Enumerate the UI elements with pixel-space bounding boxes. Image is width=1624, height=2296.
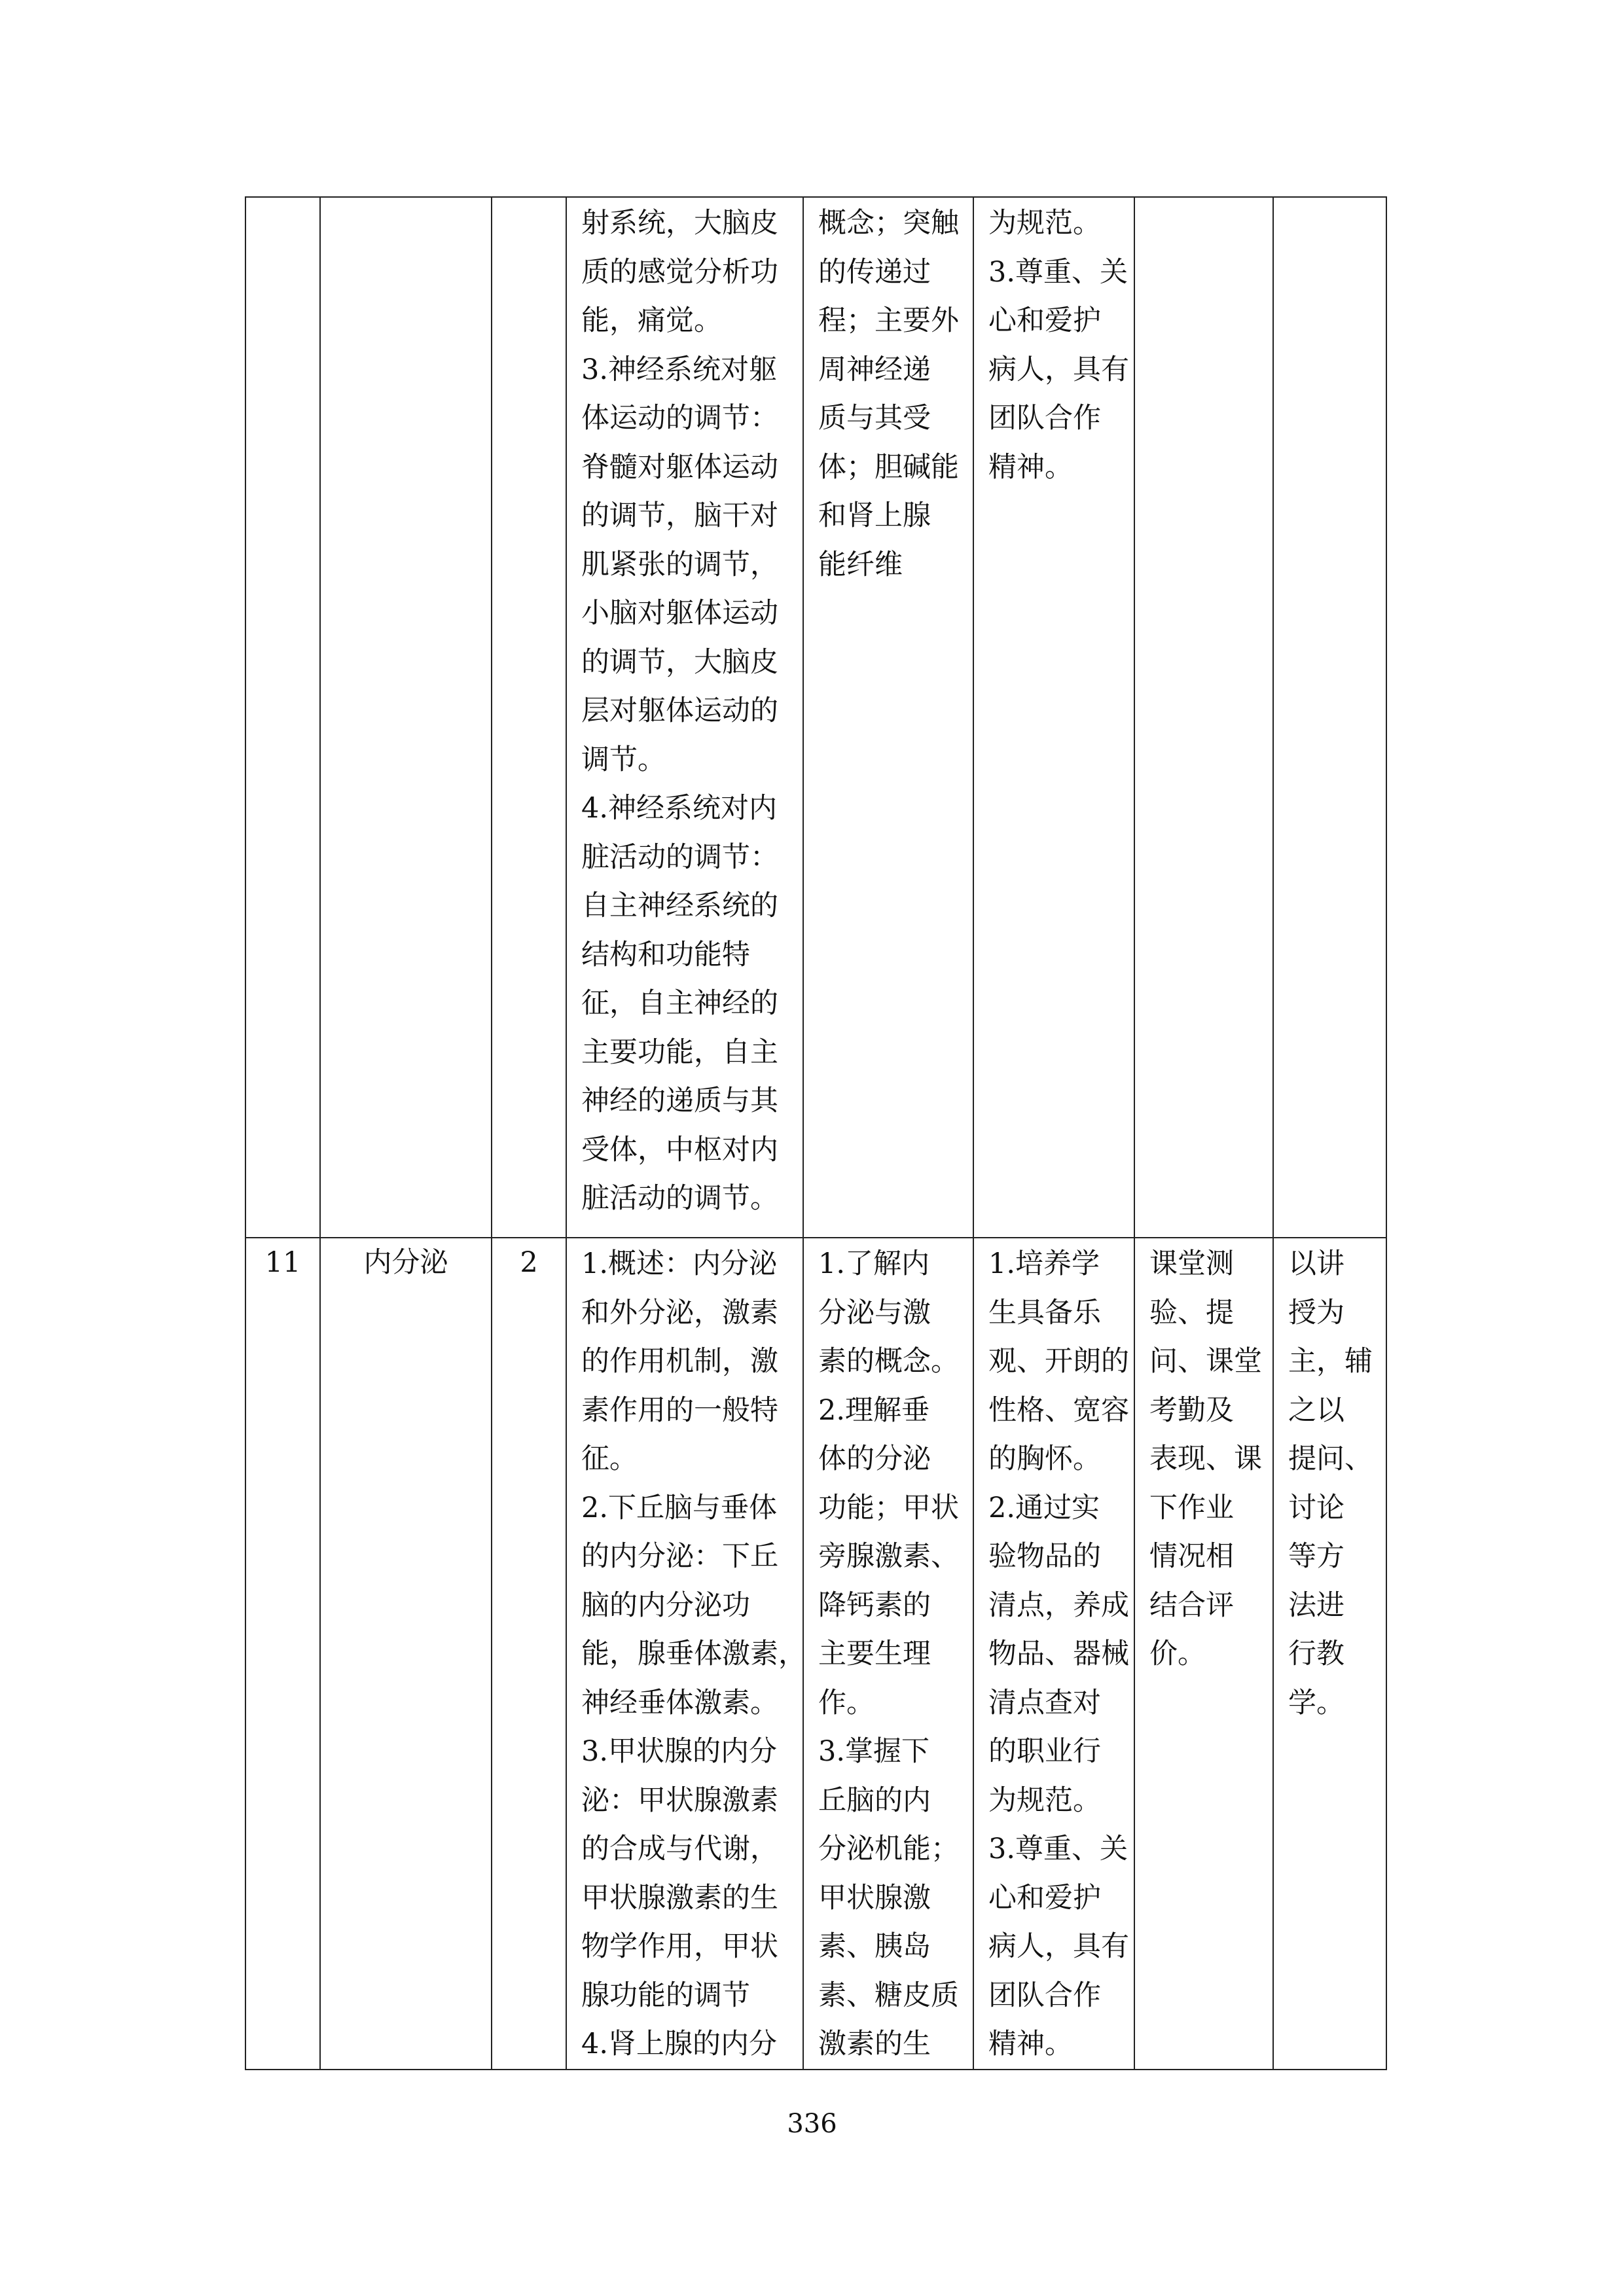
cell-text-line: 4.肾上腺的内分 — [581, 2028, 778, 2060]
cell-text-line: 小脑对躯体运动 — [581, 597, 778, 630]
cell-text-line: 之以 — [1288, 1393, 1344, 1427]
cell-text-line: 主，辅 — [1288, 1345, 1373, 1378]
cell-text-line: 学。 — [1288, 1686, 1344, 1719]
cell-text-line: 的职业行 — [988, 1735, 1101, 1768]
cell-text-line: 调节。 — [581, 743, 666, 776]
cell-text-line: 行教 — [1288, 1638, 1344, 1670]
cell-text-line: 为规范。 — [988, 1784, 1101, 1817]
cell-text-line: 受体，中枢对内 — [581, 1133, 778, 1166]
cell-text-line: 作。 — [818, 1686, 875, 1719]
cell-text-line: 下作业 — [1149, 1491, 1234, 1524]
cell-text-line: 能，痛觉。 — [581, 304, 722, 337]
cell-text-line: 素、胰岛 — [818, 1930, 931, 1963]
cell-text-line: 性格、宽容 — [988, 1393, 1129, 1427]
table-row-continued — [245, 197, 1386, 1238]
quality-goal-cell — [973, 197, 1134, 1238]
cell-text-line: 分泌与激 — [818, 1296, 931, 1329]
table-row-endocrine — [245, 1238, 1386, 2070]
number-cell — [245, 197, 320, 1238]
hours-cell — [492, 197, 566, 1238]
cell-text-line: 结构和功能特 — [581, 938, 750, 971]
cell-text-line: 的内分泌：下丘 — [581, 1540, 778, 1573]
cell-text-line: 价。 — [1149, 1638, 1206, 1670]
cell-text-line: 甲状腺激素的生 — [581, 1881, 778, 1914]
cell-text-line: 结合评 — [1149, 1588, 1234, 1622]
cell-text-line: 的作用机制，激 — [581, 1345, 778, 1378]
cell-text-line: 验物品的 — [988, 1540, 1101, 1573]
cell-text-line: 体运动的调节： — [581, 402, 778, 435]
cell-text-line: 能纤维 — [818, 548, 903, 581]
cell-text-line: 肌紧张的调节， — [581, 548, 778, 581]
cell-text-line: 提问、 — [1288, 1443, 1373, 1475]
cell-text-line: 层对躯体运动的 — [581, 694, 778, 727]
cell-text-line: 的调节，脑干对 — [581, 499, 778, 532]
cell-text-line: 观、开朗的 — [988, 1345, 1129, 1378]
cell-text-line: 2.下丘脑与垂体 — [581, 1491, 778, 1524]
cell-text-line: 为规范。 — [988, 207, 1101, 240]
cell-text-line: 泌：甲状腺激素 — [581, 1784, 778, 1817]
method-cell — [1273, 197, 1386, 1238]
cell-text-line: 周神经递 — [818, 353, 931, 386]
cell-text-line: 神经的递质与其 — [581, 1085, 778, 1117]
method-cell — [1273, 1238, 1386, 2070]
cell-text-line: 3.甲状腺的内分 — [581, 1735, 778, 1768]
cell-text-line: 素、糖皮质 — [818, 1979, 959, 2012]
cell-text-line: 清点，养成 — [988, 1588, 1129, 1622]
cell-text-line: 和外分泌，激素 — [581, 1296, 778, 1329]
cell-text-line: 脏活动的调节： — [581, 840, 778, 874]
cell-text-line: 生具备乐 — [988, 1296, 1101, 1329]
cell-text-line: 分泌机能； — [818, 1833, 959, 1865]
cell-text-line: 降钙素的 — [818, 1588, 931, 1622]
cell-text-line: 的胸怀。 — [988, 1443, 1101, 1475]
cell-text-line: 的调节，大脑皮 — [581, 645, 778, 679]
chapter-cell — [320, 197, 492, 1238]
cell-text-line: 功能；甲状 — [818, 1491, 959, 1524]
cell-text-line: 等方 — [1288, 1540, 1344, 1573]
cell-text-line: 物品、器械 — [988, 1638, 1129, 1670]
cell-text-line: 2.理解垂 — [818, 1393, 930, 1427]
cell-text-line: 表现、课 — [1149, 1443, 1262, 1475]
cell-text-line: 团队合作 — [988, 1979, 1101, 2012]
cell-text-line: 质与其受 — [818, 402, 931, 435]
cell-text-line: 体的分泌 — [818, 1443, 931, 1475]
content-cell — [566, 1238, 806, 2070]
chapter-cell: 内分泌 — [320, 1238, 492, 2070]
cell-text-line: 腺功能的调节 — [581, 1979, 750, 2012]
cell-text-line: 考勤及 — [1149, 1393, 1234, 1427]
cell-text-line: 1.培养学 — [988, 1247, 1100, 1280]
course-syllabus-table — [245, 196, 1387, 2070]
cell-text-line: 授为 — [1288, 1296, 1344, 1329]
cell-text-line: 1.了解内 — [818, 1247, 930, 1280]
hours-cell: 2 — [492, 1238, 566, 2070]
cell-text-line: 体；胆碱能 — [818, 450, 959, 484]
cell-text-line: 3.尊重、关 — [988, 255, 1128, 289]
cell-text-line: 程；主要外 — [818, 304, 959, 337]
assessment-cell — [1134, 197, 1273, 1238]
cell-text-line: 清点查对 — [988, 1686, 1101, 1719]
cell-text-line: 精神。 — [988, 2028, 1073, 2060]
cell-text-line: 脊髓对躯体运动 — [581, 450, 778, 484]
cell-text-line: 团队合作 — [988, 402, 1101, 435]
cell-text-line: 问、课堂 — [1149, 1345, 1262, 1378]
cell-text-line: 概念；突触 — [818, 207, 959, 240]
quality-goal-cell — [973, 1238, 1134, 2070]
cell-text-line: 甲状腺激 — [818, 1881, 931, 1914]
cell-text-line: 病人，具有 — [988, 353, 1129, 386]
cell-text-line: 3.掌握下 — [818, 1735, 930, 1768]
cell-text-line: 主要功能，自主 — [581, 1035, 778, 1069]
cell-text-line: 以讲 — [1288, 1247, 1344, 1280]
cell-text-line: 课堂测 — [1149, 1247, 1234, 1280]
cell-text-line: 心和爱护 — [988, 304, 1101, 337]
cell-text-line: 旁腺激素、 — [818, 1540, 959, 1573]
cell-text-line: 情况相 — [1149, 1540, 1234, 1573]
content-cell — [566, 197, 803, 1238]
cell-text-line: 的合成与代谢， — [581, 1833, 778, 1865]
page-number: 336 — [787, 2109, 837, 2139]
cell-text-line: 主要生理 — [818, 1638, 931, 1670]
cell-text-line: 丘脑的内 — [818, 1784, 931, 1817]
cell-text-line: 神经垂体激素。 — [581, 1686, 778, 1719]
cell-text-line: 质的感觉分析功 — [581, 255, 778, 289]
cell-text-line: 法进 — [1288, 1588, 1344, 1622]
cell-text-line: 讨论 — [1288, 1491, 1344, 1524]
cell-text-line: 激素的生 — [818, 2028, 931, 2060]
cell-text-line: 4.神经系统对内 — [581, 792, 778, 825]
cell-text-line: 素的概念。 — [818, 1345, 959, 1378]
requirement-cell — [803, 197, 973, 1238]
cell-text-line: 素作用的一般特 — [581, 1393, 778, 1427]
cell-text-line: 1.概述：内分泌 — [581, 1247, 778, 1280]
cell-text-line: 3.神经系统对躯 — [581, 353, 778, 386]
cell-text-line: 能，腺垂体激素， — [581, 1638, 806, 1670]
cell-text-line: 心和爱护 — [988, 1881, 1101, 1914]
cell-text-line: 病人，具有 — [988, 1930, 1129, 1963]
cell-text-line: 验、提 — [1149, 1296, 1234, 1329]
cell-text-line: 自主神经系统的 — [581, 889, 778, 922]
cell-text-line: 脑的内分泌功 — [581, 1588, 750, 1622]
number-cell: 11 — [245, 1238, 320, 2070]
cell-text-line: 脏活动的调节。 — [581, 1182, 778, 1215]
requirement-cell — [803, 1238, 973, 2070]
cell-text-line: 征，自主神经的 — [581, 987, 778, 1020]
cell-text-line: 的传递过 — [818, 255, 931, 289]
cell-text-line: 2.通过实 — [988, 1491, 1100, 1524]
cell-text-line: 3.尊重、关 — [988, 1833, 1128, 1865]
cell-text-line: 和肾上腺 — [818, 499, 931, 532]
cell-text-line: 征。 — [581, 1443, 638, 1475]
cell-text-line: 物学作用，甲状 — [581, 1930, 778, 1963]
cell-text-line: 精神。 — [988, 450, 1073, 484]
cell-text-line: 射系统，大脑皮 — [581, 207, 778, 240]
assessment-cell — [1134, 1238, 1273, 2070]
